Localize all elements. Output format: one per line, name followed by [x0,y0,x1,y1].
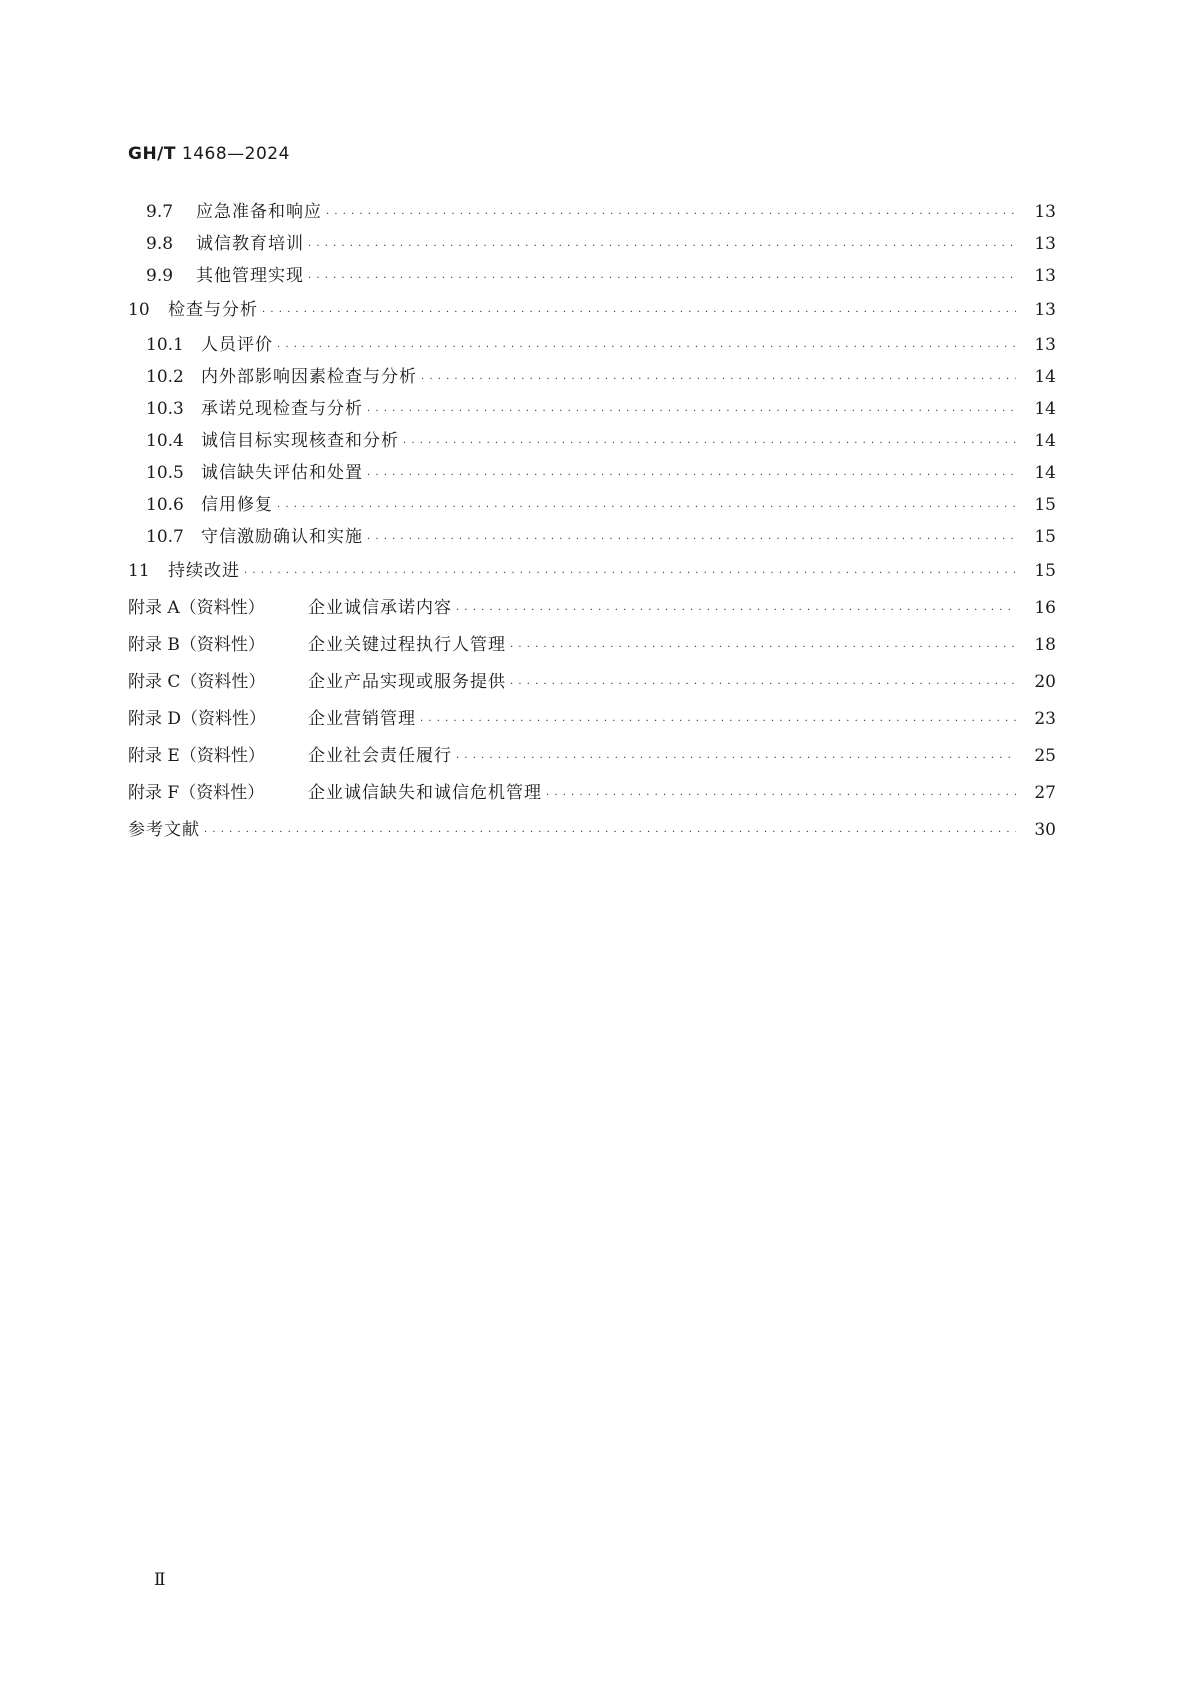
toc-entry-page: 30 [1034,820,1056,840]
toc-dot-leader [420,701,1016,740]
toc-entry-title: 诚信教育培训 [196,234,304,254]
toc-dot-leader [510,627,1016,666]
toc-dot-leader [308,260,1016,295]
toc-appendix-entry[interactable] [128,775,1056,812]
toc-dot-leader [244,553,1016,592]
toc-entry[interactable] [128,292,1056,329]
toc-appendix-entry[interactable] [128,701,1056,738]
toc-dot-leader [277,329,1016,364]
toc-dot-leader [367,393,1016,428]
toc-entry-title: 应急准备和响应 [196,202,322,222]
toc-entry-page: 14 [1034,399,1056,419]
toc-entry-number: 附录 F（资料性） [128,783,265,803]
toc-dot-leader [367,457,1016,492]
toc-appendix-entry[interactable] [128,627,1056,664]
toc-entry-page: 14 [1034,463,1056,483]
toc-entry-number: 9.9 [146,266,174,286]
toc-entry-page: 23 [1034,709,1056,729]
toc-entry-page: 20 [1034,672,1056,692]
toc-entry-title: 企业关键过程执行人管理 [308,635,506,655]
standard-number: 1468—2024 [181,144,290,164]
toc-entry-number: 10.6 [146,495,184,515]
standard-code: GH/T [128,144,176,164]
toc-entry[interactable] [128,393,1056,425]
toc-dot-leader [308,228,1016,263]
toc-entry-page: 13 [1034,266,1056,286]
toc-dot-leader [421,361,1016,396]
toc-entry[interactable] [128,260,1056,292]
toc-entry-number: 11 [128,561,150,581]
toc-entry[interactable] [128,196,1056,228]
toc-bibliography-entry[interactable] [128,812,1056,849]
toc-dot-leader [204,812,1016,851]
toc-appendix-entry[interactable] [128,590,1056,627]
toc-entry-page: 14 [1034,431,1056,451]
toc-entry-page: 13 [1034,335,1056,355]
toc-dot-leader [546,775,1016,814]
toc-entry-page: 27 [1034,783,1056,803]
toc-entry-title: 企业社会责任履行 [308,746,452,766]
toc-entry[interactable] [128,489,1056,521]
toc-dot-leader [326,196,1016,231]
toc-entry-title: 企业营销管理 [308,709,416,729]
toc-entry-number: 附录 B（资料性） [128,635,265,655]
toc-entry[interactable] [128,553,1056,590]
toc-entry-page: 15 [1034,495,1056,515]
toc-entry-page: 15 [1034,527,1056,547]
toc-entry-page: 15 [1034,561,1056,581]
toc-entry-number: 9.8 [146,234,174,254]
toc-entry[interactable] [128,457,1056,489]
toc-entry-page: 14 [1034,367,1056,387]
toc-entry-number: 10 [128,300,150,320]
toc-entry[interactable] [128,361,1056,393]
toc-entry-number: 10.7 [146,527,184,547]
toc-entry-number: 附录 D（资料性） [128,709,267,729]
toc-entry-title: 持续改进 [168,561,240,581]
toc-entry-number: 10.3 [146,399,184,419]
toc-entry-page: 18 [1034,635,1056,655]
toc-entry-page: 25 [1034,746,1056,766]
toc-entry-number: 附录 C（资料性） [128,672,266,692]
toc-entry[interactable] [128,521,1056,553]
toc-entry-page: 13 [1034,300,1056,320]
toc-entry-number: 10.5 [146,463,184,483]
toc-entry-title: 参考文献 [128,820,200,840]
toc-entry-title: 承诺兑现检查与分析 [201,399,363,419]
page-number: Ⅱ [154,1570,166,1590]
toc-entry-title: 诚信目标实现核查和分析 [201,431,399,451]
toc-entry-title: 诚信缺失评估和处置 [201,463,363,483]
toc-entry-number: 10.2 [146,367,184,387]
toc-entry-number: 10.1 [146,335,184,355]
toc-entry-number: 9.7 [146,202,174,222]
table-of-contents [128,196,1056,849]
toc-dot-leader [456,590,1016,629]
toc-dot-leader [262,292,1016,331]
toc-entry-page: 13 [1034,234,1056,254]
toc-entry-title: 内外部影响因素检查与分析 [201,367,417,387]
toc-dot-leader [403,425,1016,460]
toc-entry[interactable] [128,228,1056,260]
toc-entry-title: 企业诚信承诺内容 [308,598,452,618]
toc-entry-title: 检查与分析 [168,300,258,320]
toc-entry[interactable] [128,425,1056,457]
document-header [128,144,290,164]
toc-entry-title: 企业诚信缺失和诚信危机管理 [308,783,542,803]
toc-entry-number: 附录 A（资料性） [128,598,265,618]
toc-dot-leader [456,738,1016,777]
toc-entry-title: 其他管理实现 [196,266,304,286]
toc-appendix-entry[interactable] [128,738,1056,775]
toc-entry-title: 企业产品实现或服务提供 [308,672,506,692]
toc-entry-title: 人员评价 [201,335,273,355]
toc-dot-leader [367,521,1016,556]
toc-entry-title: 信用修复 [201,495,273,515]
toc-entry-title: 守信激励确认和实施 [201,527,363,547]
toc-entry-number: 10.4 [146,431,184,451]
toc-appendix-entry[interactable] [128,664,1056,701]
toc-entry-page: 13 [1034,202,1056,222]
toc-entry[interactable] [128,329,1056,361]
toc-entry-number: 附录 E（资料性） [128,746,265,766]
toc-dot-leader [510,664,1016,703]
toc-entry-page: 16 [1034,598,1056,618]
toc-dot-leader [277,489,1016,524]
